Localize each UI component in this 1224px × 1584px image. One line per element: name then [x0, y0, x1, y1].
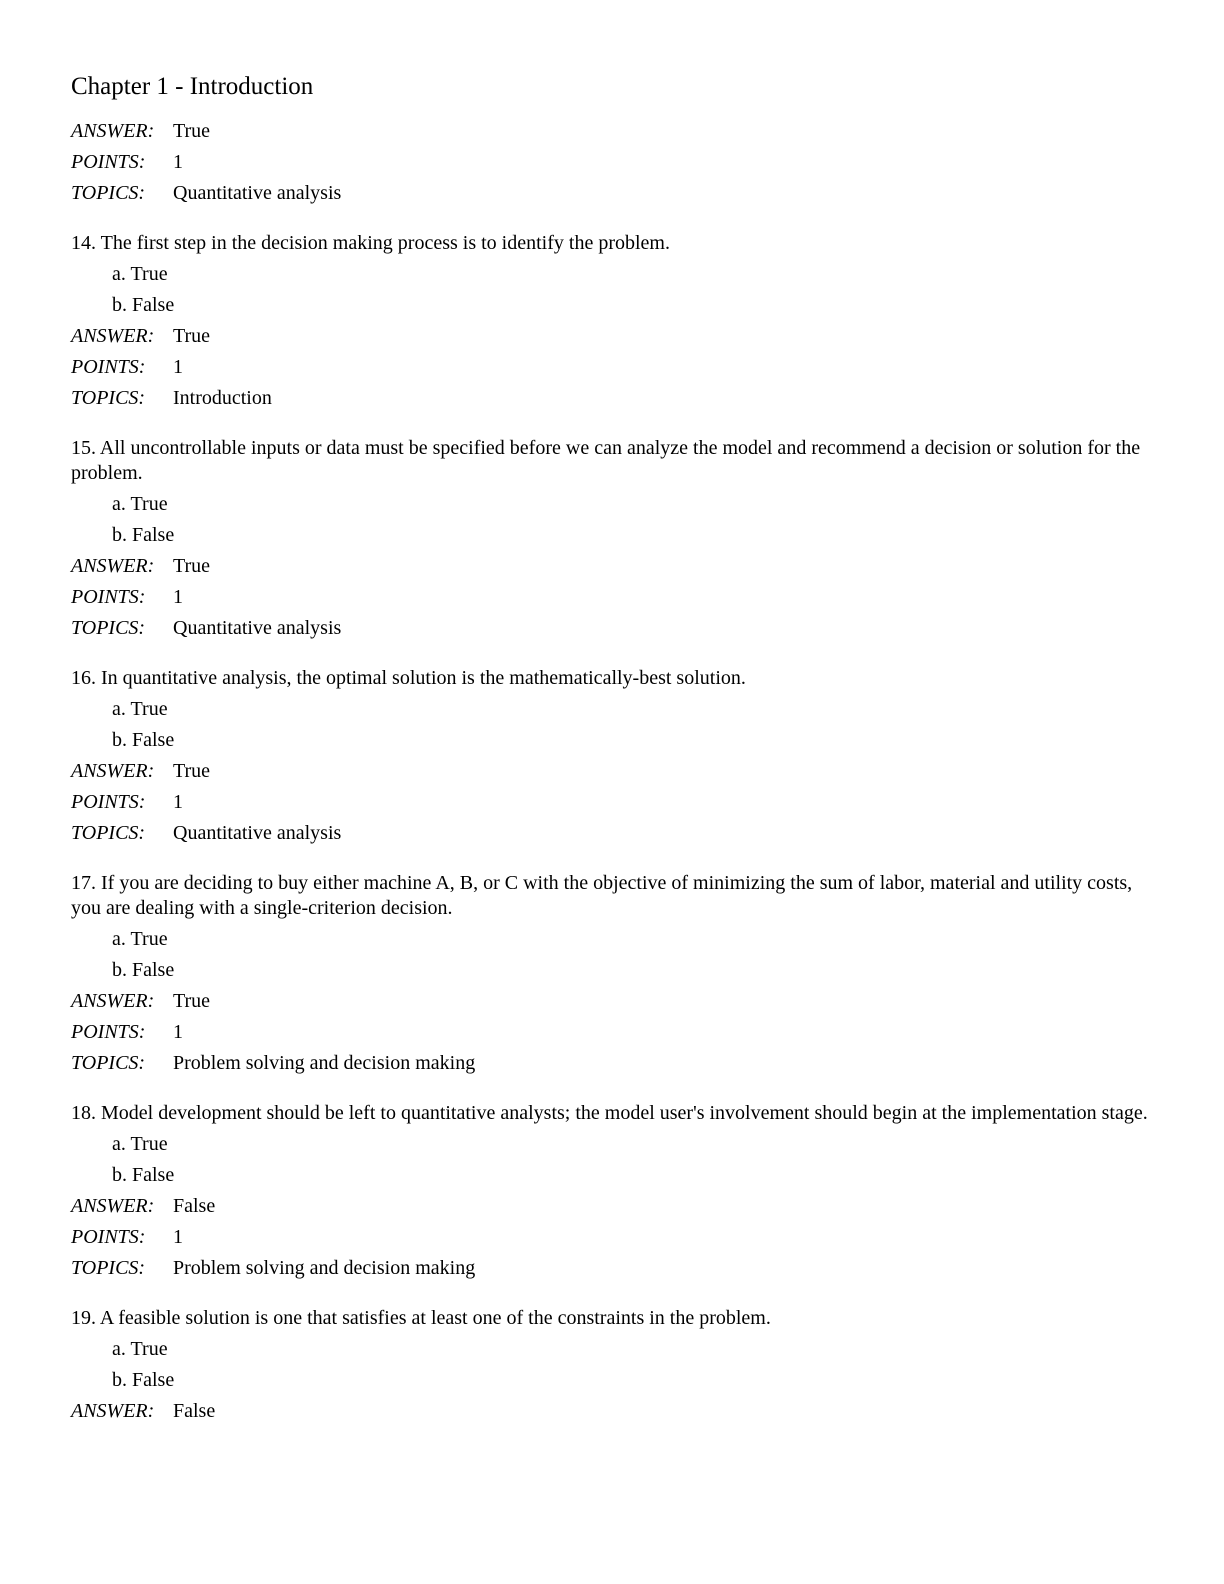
points-label: POINTS: — [71, 356, 146, 378]
option-true: a. True — [112, 263, 168, 285]
question-text: 17. If you are deciding to buy either machine A, B, or C with the objective of minimizing the sum of labor, material and utility costs, you are dealing with a single-criterion decision. — [71, 872, 1133, 919]
topics-label: TOPICS: — [71, 822, 146, 844]
answer-value: True — [173, 120, 211, 142]
points-value: 1 — [173, 1226, 183, 1248]
continuation-block — [71, 116, 1151, 209]
answer-value: True — [173, 555, 211, 577]
answer-row — [71, 321, 1151, 352]
option-true: a. True — [112, 928, 168, 950]
option-false: b. False — [112, 1164, 175, 1186]
option-false: b. False — [112, 1369, 175, 1391]
document-page — [71, 70, 1151, 1427]
option-true: a. True — [112, 1338, 168, 1360]
topics-label: TOPICS: — [71, 387, 146, 409]
answer-label: ANSWER: — [71, 760, 155, 782]
answer-row — [71, 756, 1151, 787]
topics-value: Quantitative analysis — [173, 822, 342, 844]
question-17 — [71, 871, 1151, 1079]
points-label: POINTS: — [71, 586, 146, 608]
question-text: 19. A feasible solution is one that satisfies at least one of the constraints in the problem. — [71, 1307, 771, 1329]
topics-value: Problem solving and decision making — [173, 1052, 476, 1074]
question-19 — [71, 1306, 1151, 1427]
answer-row — [71, 1191, 1151, 1222]
answer-label: ANSWER: — [71, 325, 155, 347]
points-row — [71, 787, 1151, 818]
points-label: POINTS: — [71, 1021, 146, 1043]
points-row — [71, 352, 1151, 383]
option-false: b. False — [112, 524, 175, 546]
answer-label: ANSWER: — [71, 1400, 155, 1422]
answer-row — [71, 1396, 1151, 1427]
points-label: POINTS: — [71, 151, 146, 173]
points-label: POINTS: — [71, 1226, 146, 1248]
points-value: 1 — [173, 791, 183, 813]
answer-row — [71, 116, 1151, 147]
topics-value: Problem solving and decision making — [173, 1257, 476, 1279]
topics-row — [71, 178, 1151, 209]
answer-row — [71, 986, 1151, 1017]
question-18 — [71, 1101, 1151, 1284]
question-text: 16. In quantitative analysis, the optimal solution is the mathematically-best solution. — [71, 667, 746, 689]
question-text: 14. The first step in the decision making process is to identify the problem. — [71, 232, 670, 254]
option-true: a. True — [112, 1133, 168, 1155]
answer-label: ANSWER: — [71, 1195, 155, 1217]
answer-value: False — [173, 1400, 216, 1422]
points-value: 1 — [173, 151, 183, 173]
points-value: 1 — [173, 1021, 183, 1043]
points-row — [71, 582, 1151, 613]
answer-value: True — [173, 990, 211, 1012]
option-false: b. False — [112, 729, 175, 751]
topics-value: Introduction — [173, 387, 272, 409]
points-row — [71, 1222, 1151, 1253]
topics-value: Quantitative analysis — [173, 182, 342, 204]
topics-label: TOPICS: — [71, 1257, 146, 1279]
points-row — [71, 147, 1151, 178]
points-value: 1 — [173, 356, 183, 378]
topics-row — [71, 1253, 1151, 1284]
question-16 — [71, 666, 1151, 849]
option-false: b. False — [112, 959, 175, 981]
topics-row — [71, 383, 1151, 414]
points-value: 1 — [173, 586, 183, 608]
chapter-title: Chapter 1 - Introduction — [71, 73, 314, 100]
answer-label: ANSWER: — [71, 120, 155, 142]
option-true: a. True — [112, 493, 168, 515]
answer-value: True — [173, 325, 211, 347]
topics-row — [71, 613, 1151, 644]
topics-row — [71, 818, 1151, 849]
option-false: b. False — [112, 294, 175, 316]
topics-row — [71, 1048, 1151, 1079]
answer-value: True — [173, 760, 211, 782]
topics-label: TOPICS: — [71, 182, 146, 204]
answer-row — [71, 551, 1151, 582]
question-15 — [71, 436, 1151, 644]
question-text: 18. Model development should be left to quantitative analysts; the model user's involvement should begin at the implementation stage. — [71, 1102, 1148, 1124]
points-row — [71, 1017, 1151, 1048]
points-label: POINTS: — [71, 791, 146, 813]
topics-label: TOPICS: — [71, 1052, 146, 1074]
question-14 — [71, 231, 1151, 414]
answer-value: False — [173, 1195, 216, 1217]
topics-label: TOPICS: — [71, 617, 146, 639]
answer-label: ANSWER: — [71, 555, 155, 577]
question-text: 15. All uncontrollable inputs or data must be specified before we can analyze the model and recommend a decision or solution for the problem. — [71, 437, 1141, 484]
topics-value: Quantitative analysis — [173, 617, 342, 639]
answer-label: ANSWER: — [71, 990, 155, 1012]
option-true: a. True — [112, 698, 168, 720]
